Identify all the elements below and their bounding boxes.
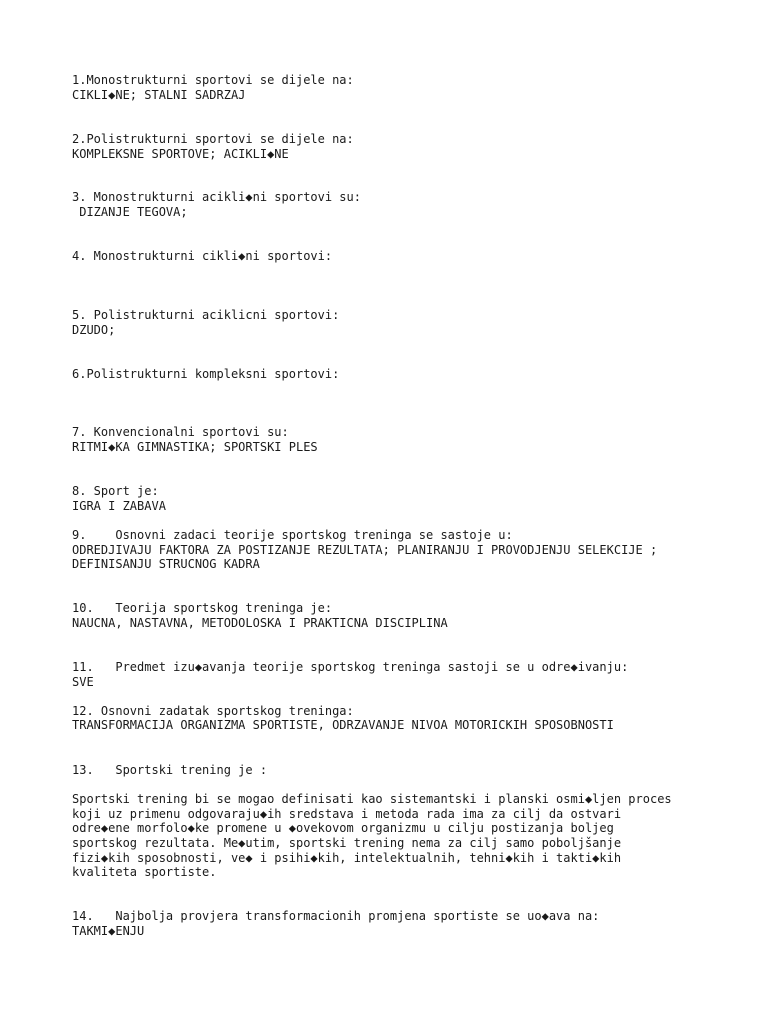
question-3: 3. Monostrukturni acikli◆ni sportovi su:: [72, 190, 361, 204]
answer-9-line-1: ODREDJIVAJU FAKTORA ZA POSTIZANJE REZULTATA; PLANIRANJU I PROVODJENJU SELEKCIJE ;: [72, 543, 658, 557]
answer-14: TAKMI◆ENJU: [72, 924, 145, 938]
paragraph-line-4: sportskog rezultata. Me◆utim, sportski trening nema za cilj samo poboljšanje: [72, 836, 622, 850]
answer-7: RITMI◆KA GIMNASTIKA; SPORTSKI PLES: [72, 440, 318, 454]
question-13: 13. Sportski trening je :: [72, 763, 268, 777]
answer-9-line-2: DEFINISANJU STRUCNOG KADRA: [72, 557, 260, 571]
answer-5: DZUDO;: [72, 323, 116, 337]
paragraph-line-5: fizi◆kih sposobnosti, ve◆ i psihi◆kih, intelektualnih, tehni◆kih i takti◆kih: [72, 851, 622, 865]
question-11: 11. Predmet izu◆avanja teorije sportskog treninga sastoji se u odre◆ivanju:: [72, 660, 629, 674]
question-14: 14. Najbolja provjera transformacionih promjena sportiste se uo◆ava na:: [72, 909, 600, 923]
paragraph-line-6: kvaliteta sportiste.: [72, 865, 217, 879]
question-10: 10. Teorija sportskog treninga je:: [72, 601, 333, 615]
question-6: 6.Polistrukturni kompleksni sportovi:: [72, 367, 340, 381]
answer-8: IGRA I ZABAVA: [72, 499, 166, 513]
question-2: 2.Polistrukturni sportovi se dijele na:: [72, 132, 354, 146]
paragraph-line-3: odre◆ene morfolo◆ke promene u ◆ovekovom organizmu u cilju postizanja boljeg: [72, 821, 614, 835]
question-1: 1.Monostrukturni sportovi se dijele na:: [72, 73, 354, 87]
question-9: 9. Osnovni zadaci teorije sportskog treninga se sastoje u:: [72, 528, 513, 542]
question-8: 8. Sport je:: [72, 484, 159, 498]
answer-10: NAUCNA, NASTAVNA, METODOLOSKA I PRAKTICNA DISCIPLINA: [72, 616, 448, 630]
question-7: 7. Konvencionalni sportovi su:: [72, 425, 289, 439]
question-5: 5. Polistrukturni aciklicni sportovi:: [72, 308, 340, 322]
paragraph-line-2: koji uz primenu odgovaraju◆ih sredstava i metoda rada ima za cilj da ostvari: [72, 807, 622, 821]
answer-1: CIKLI◆NE; STALNI SADRZAJ: [72, 88, 246, 102]
answer-12: TRANSFORMACIJA ORGANIZMA SPORTISTE, ODRZAVANJE NIVOA MOTORICKIH SPOSOBNOSTI: [72, 718, 614, 732]
question-4: 4. Monostrukturni cikli◆ni sportovi:: [72, 249, 333, 263]
answer-3: DIZANJE TEGOVA;: [72, 205, 188, 219]
question-12: 12. Osnovni zadatak sportskog treninga:: [72, 704, 354, 718]
paragraph-line-1: Sportski trening bi se mogao definisati kao sistemantski i planski osmi◆ljen proces: [72, 792, 672, 806]
answer-11: SVE: [72, 675, 94, 689]
answer-2: KOMPLEKSNE SPORTOVE; ACIKLI◆NE: [72, 147, 289, 161]
